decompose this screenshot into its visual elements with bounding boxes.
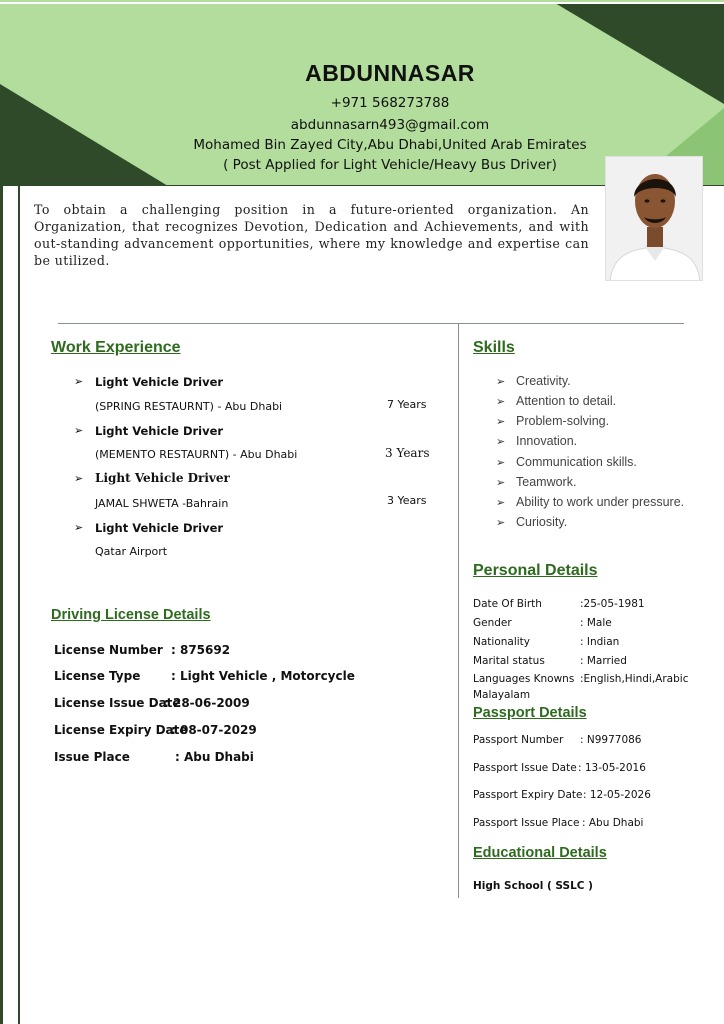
career-objective: To obtain a challenging position in a future-oriented organization. An Organization, that recognizes Devotion, Dedication and Achievements, and with out-standing advancement opportunities, where my knowledge and expertise can be utilized.	[34, 202, 589, 268]
license-value: : 08-07-2029	[171, 723, 257, 737]
job-years: 3 Years	[385, 446, 430, 460]
bullet-arrow-icon: ➢	[496, 497, 506, 509]
license-value: : 875692	[171, 643, 231, 657]
personal-value: : Indian	[580, 636, 620, 648]
passport-value: : 13-05-2016	[578, 762, 646, 774]
job-place: (MEMENTO RESTAURNT) - Abu Dhabi	[95, 448, 298, 461]
personal-label: Date Of Birth	[473, 598, 542, 610]
bullet-arrow-icon: ➢	[74, 376, 84, 388]
bullet-arrow-icon: ➢	[496, 457, 506, 469]
skill-item: ➢ Communication skills.	[496, 455, 637, 469]
personal-label: Marital status	[473, 655, 545, 667]
education-item: High School ( SSLC )	[473, 880, 593, 892]
left-border-inner	[2, 186, 18, 1024]
bullet-arrow-icon: ➢	[74, 473, 84, 485]
license-label: License Type	[54, 669, 141, 683]
skill-item: ➢ Attention to detail.	[496, 394, 617, 408]
license-value: : Abu Dhabi	[175, 750, 254, 764]
section-divider-vertical	[458, 323, 459, 898]
license-label: License Number	[54, 643, 163, 657]
license-label: Issue Place	[54, 750, 130, 764]
skill-item: ➢ Teamwork.	[496, 475, 577, 489]
license-label: License Expiry Date	[54, 723, 188, 737]
passport-label: Passport Issue Place	[473, 817, 580, 829]
job-years: 3 Years	[387, 494, 427, 507]
job-title: Light Vehicle Driver	[95, 375, 224, 389]
bullet-arrow-icon: ➢	[74, 425, 84, 437]
bullet-arrow-icon: ➢	[74, 522, 84, 534]
job-title: Light Vehicle Driver	[95, 424, 224, 438]
personal-label: Languages Knowns	[473, 673, 575, 685]
personal-details-heading: Personal Details	[473, 562, 598, 579]
job-place: Qatar Airport	[95, 545, 168, 558]
work-experience-heading: Work Experience	[51, 339, 181, 356]
job-years: 7 Years	[387, 398, 427, 411]
passport-value: : N9977086	[580, 734, 642, 746]
bullet-arrow-icon: ➢	[496, 396, 506, 408]
email-address: abdunnasarn493@gmail.com	[290, 117, 490, 133]
passport-label: Passport Number	[473, 734, 564, 746]
profile-photo	[605, 156, 703, 281]
passport-label: Passport Expiry Date	[473, 789, 583, 801]
post-applied: ( Post Applied for Light Vehicle/Heavy Bus Driver)	[223, 157, 557, 173]
educational-details-heading: Educational Details	[473, 845, 607, 861]
skill-item: ➢ Problem-solving.	[496, 414, 610, 428]
bullet-arrow-icon: ➢	[496, 376, 506, 388]
skill-item: ➢ Innovation.	[496, 434, 578, 448]
job-place: (SPRING RESTAURNT) - Abu Dhabi	[95, 400, 283, 413]
skill-item: ➢ Ability to work under pressure.	[496, 495, 685, 509]
passport-details-heading: Passport Details	[473, 705, 587, 721]
job-place: JAMAL SHWETA -Bahrain	[95, 497, 229, 510]
personal-value: :25-05-1981	[580, 598, 645, 610]
candidate-name: ABDUNNASAR	[305, 60, 475, 86]
personal-value: : Male	[580, 617, 612, 629]
license-label: License Issue Date	[54, 696, 181, 710]
personal-label: Gender	[473, 617, 512, 629]
passport-label: Passport Issue Date	[473, 762, 577, 774]
skill-item: ➢ Curiosity.	[496, 515, 568, 529]
skills-heading: Skills	[473, 339, 515, 356]
phone-number: +971 568273788	[330, 95, 450, 111]
section-divider-horizontal	[58, 323, 684, 324]
person-portrait-icon	[606, 157, 703, 281]
personal-value: :English,Hindi,Arabic	[580, 673, 689, 685]
skill-item: ➢ Creativity.	[496, 374, 571, 388]
personal-value: : Married	[580, 655, 627, 667]
passport-value: : Abu Dhabi	[582, 817, 644, 829]
home-address: Mohamed Bin Zayed City,Abu Dhabi,United Arab Emirates	[193, 137, 587, 153]
bullet-arrow-icon: ➢	[496, 477, 506, 489]
bullet-arrow-icon: ➢	[496, 416, 506, 428]
license-value: : Light Vehicle , Motorcycle	[171, 669, 355, 683]
personal-value-extra: Malayalam	[473, 689, 531, 701]
license-value: : 28-06-2009	[164, 696, 250, 710]
personal-label: Nationality	[473, 636, 531, 648]
passport-value: : 12-05-2026	[583, 789, 651, 801]
bullet-arrow-icon: ➢	[496, 436, 506, 448]
bullet-arrow-icon: ➢	[496, 517, 506, 529]
driving-license-heading: Driving License Details	[51, 607, 211, 623]
job-title: Light Vehicle Driver	[95, 471, 230, 485]
job-title: Light Vehicle Driver	[95, 521, 224, 535]
